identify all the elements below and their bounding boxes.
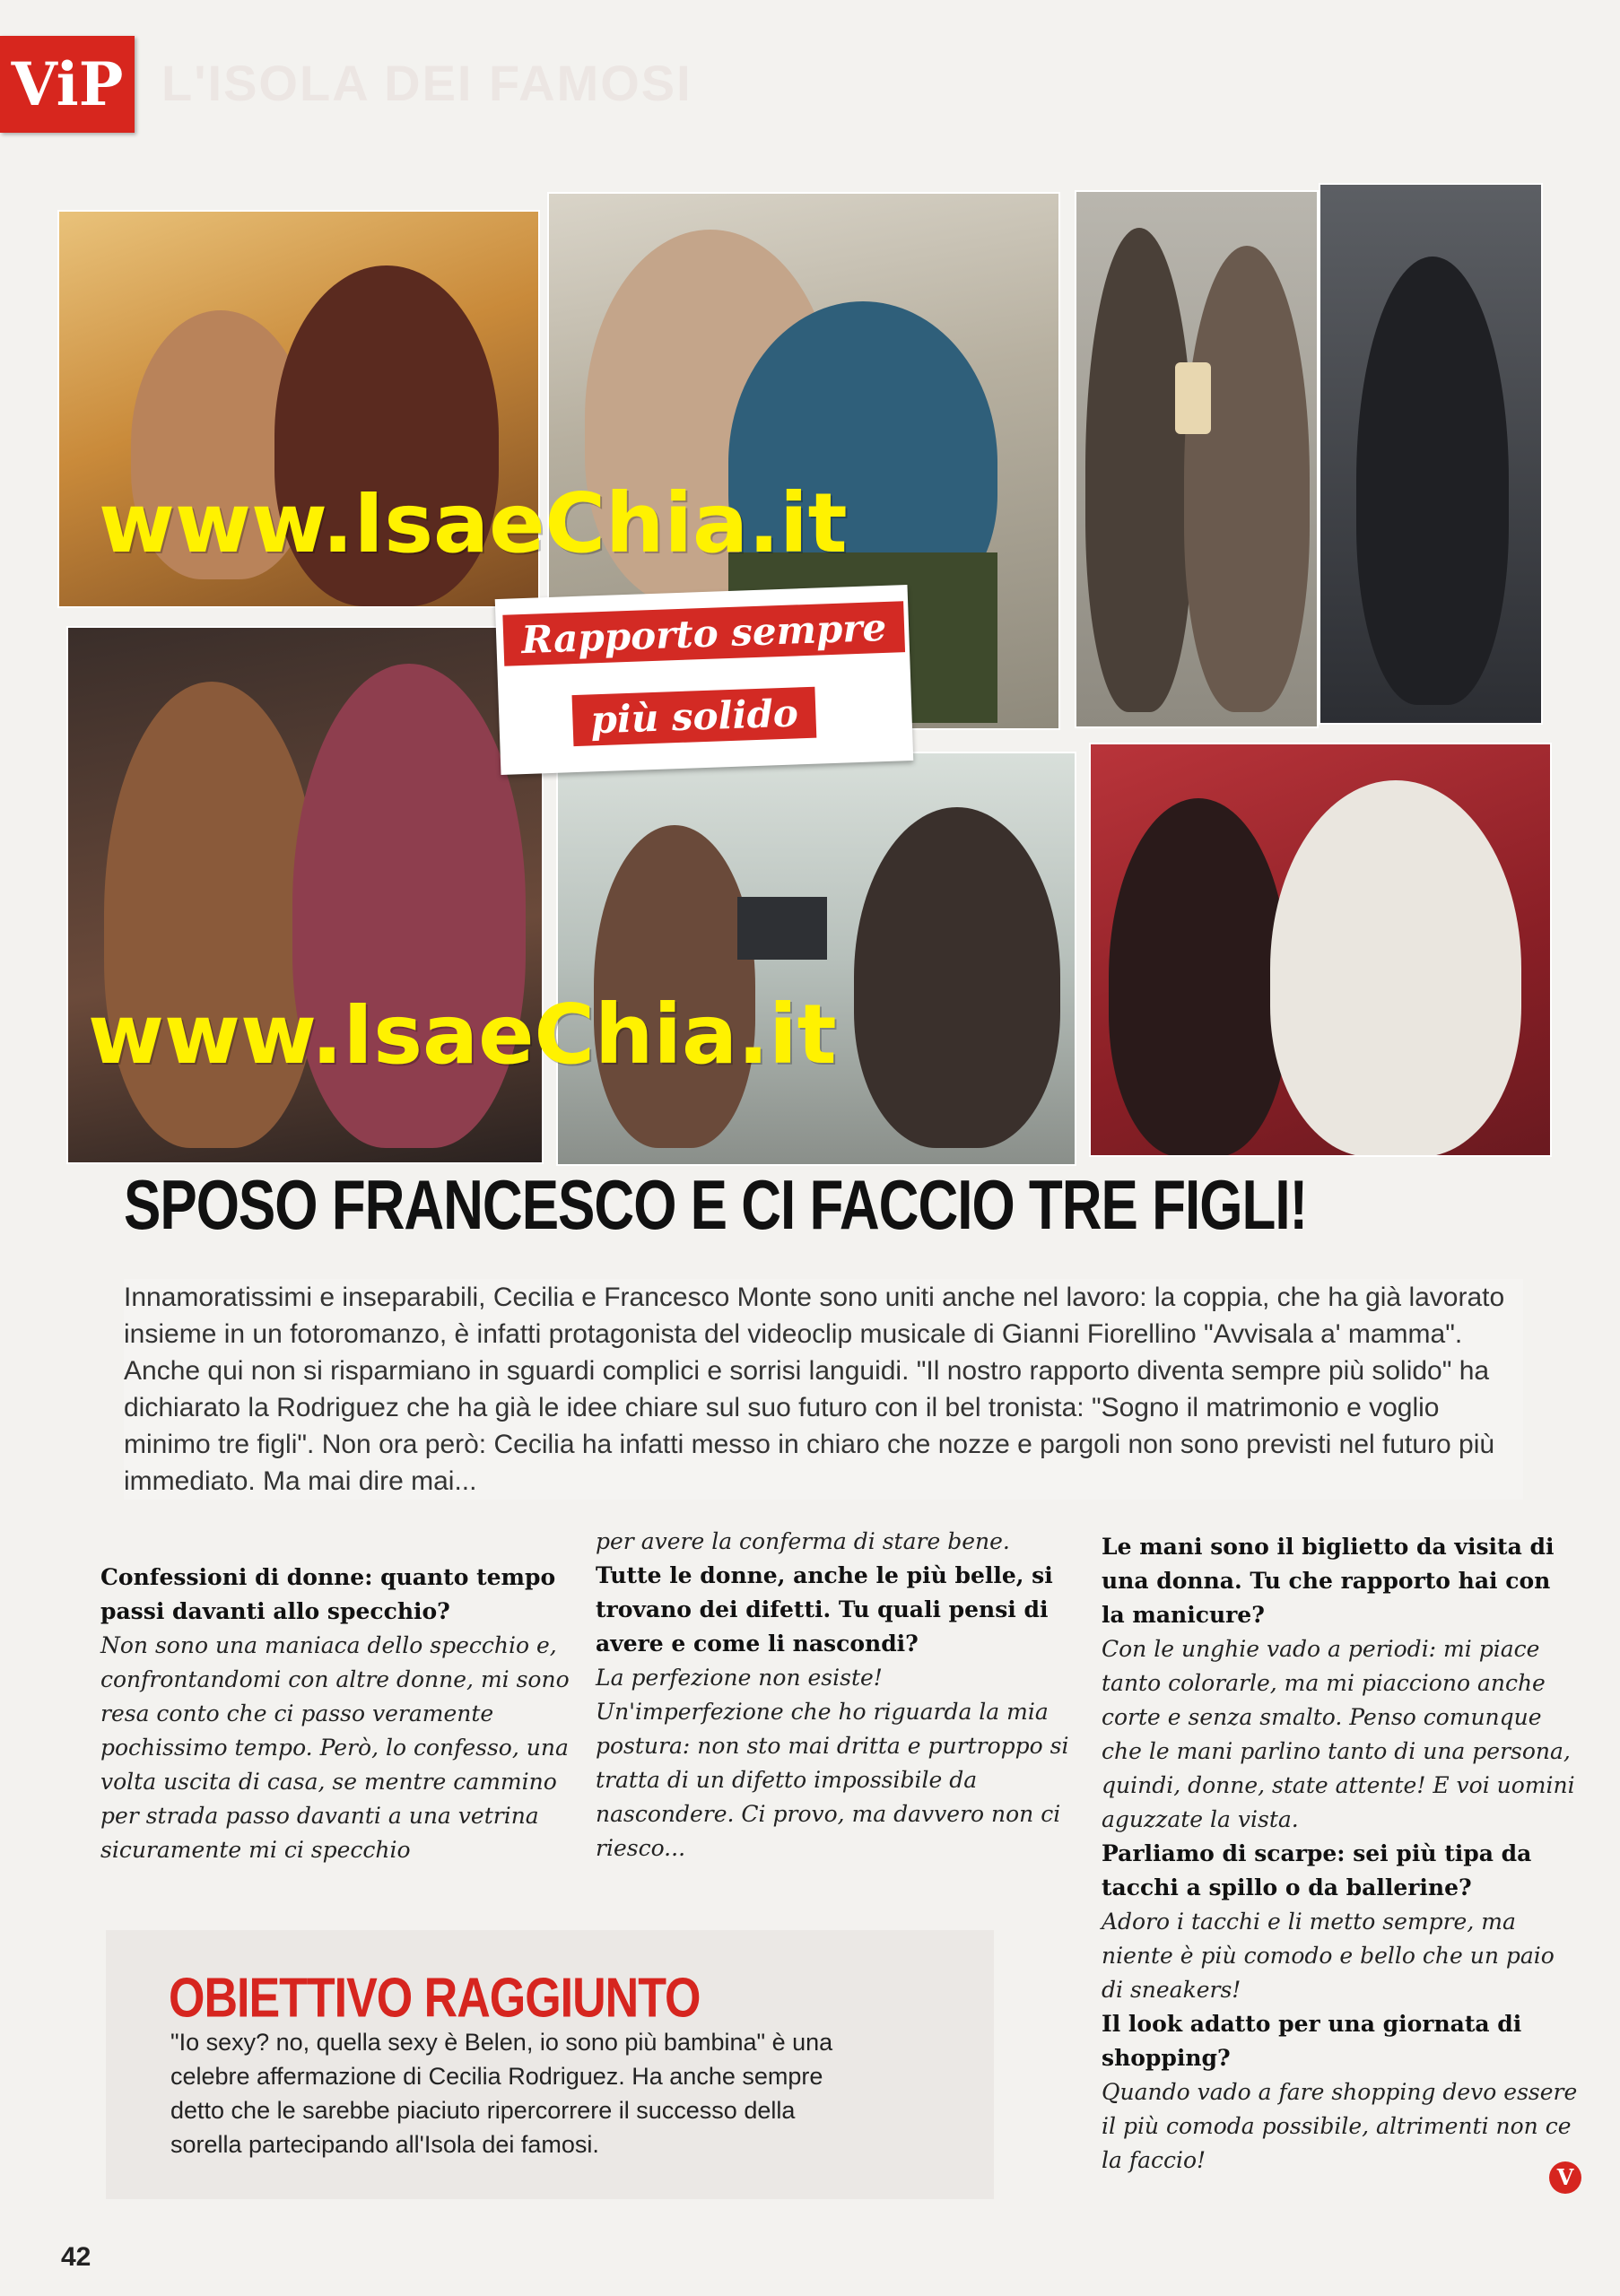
watermark-middle: www.IsaeChia.it [88, 987, 837, 1083]
answer-flaws: La perfezione non esiste! Un'imperfezione che ho riguarda la mia postura: non sto mai dritta e purtroppo si tratta di un difetto impossibile da nascondere. Ci provo, ma davvero non ci riesco... [596, 1665, 1069, 1861]
sidebar-box-title: OBIETTIVO RAGGIUNTO [169, 1967, 701, 2030]
question-manicure: Le mani sono il biglietto da visita di una donna. Tu che rapporto hai con la manicure? [1102, 1534, 1555, 1628]
answer-mirror: Non sono una maniaca dello specchio e, confrontandomi con altre donne, mi sono resa conto che ci passo veramente pochissimo tempo. Però, lo confesso, una volta uscita di casa, se mentre cammino per strada passo davanti a una vetrina sicuramente mi ci specchio [100, 1632, 570, 1863]
caption-line-2: più solido [572, 687, 817, 746]
vip-logo: ViP [0, 36, 135, 133]
answer-shoes: Adoro i tacchi e li metto sempre, ma niente è più comodo e bello che un paio di sneakers! [1102, 1909, 1555, 2003]
section-title: L'ISOLA DEI FAMOSI [161, 55, 692, 111]
photo-mirror-selfie [1076, 192, 1317, 726]
article-headline: SPOSO FRANCESCO E CI FACCIO TRE FIGLI! [124, 1167, 1308, 1245]
photo-hug [1320, 185, 1541, 723]
answer-mirror-continued: per avere la conferma di stare bene. [596, 1528, 1010, 1554]
watermark-top: www.IsaeChia.it [99, 475, 848, 571]
photo-wedding [1091, 744, 1550, 1155]
interview-column-2 [596, 1525, 1076, 1866]
page-number: 42 [61, 2242, 91, 2272]
caption-line-1: Rapporto sempre [502, 601, 905, 666]
end-of-article-icon: V [1549, 2161, 1581, 2194]
interview-column-3 [1102, 1530, 1581, 2178]
answer-shopping-look: Quando vado a fare shopping devo essere il più comoda possibile, altrimenti non ce la faccio! [1102, 2079, 1578, 2173]
question-shoes: Parliamo di scarpe: sei più tipa da tacchi a spillo o da ballerine? [1102, 1840, 1532, 1900]
photo-restaurant [558, 753, 1075, 1164]
question-shopping-look: Il look adatto per una giornata di shopping? [1102, 2011, 1522, 2071]
question-mirror: Confessioni di donne: quanto tempo passi davanti allo specchio? [100, 1564, 556, 1624]
photo-caption [495, 585, 914, 775]
article-intro: Innamoratissimi e inseparabili, Cecilia e Francesco Monte sono uniti anche nel lavoro: la coppia, che ha già lavorato insieme in un fotoromanzo, è infatti protagonista del videoclip musicale di Gianni Fiorellino "Avvisala a' mamma". Anche qui non si risparmiano in sguardi complici e sorrisi languidi. "Il nostro rapporto diventa sempre più solido" ha dichiarato la Rodriguez che ha già le idee chiare sul suo futuro con il bel tronista: "Sogno il matrimonio e voglio minimo tre figli". Non ora però: Cecilia ha infatti messo in chiaro che nozze e pargoli non sono previsti nel futuro più immediato. Ma mai dire mai... [124, 1279, 1523, 1500]
question-flaws: Tutte le donne, anche le più belle, si trovano dei difetti. Tu quali pensi di avere e come li nascondi? [596, 1562, 1053, 1657]
answer-manicure: Con le unghie vado a periodi: mi piace tanto colorarle, ma mi piacciono anche corte e senza smalto. Penso comunque che le mani parlino tanto di una persona, quindi, donne, state attente! E voi uomini aguzzate la vista. [1102, 1636, 1575, 1832]
interview-column-1 [100, 1561, 576, 1867]
sidebar-box-text: "Io sexy? no, quella sexy è Belen, io sono più bambina" è una celebre affermazione di Cecilia Rodriguez. Ha anche sempre detto che le sarebbe piaciuto ripercorrere il successo della sorella partecipando all'Isola dei famosi. [170, 2029, 833, 2158]
